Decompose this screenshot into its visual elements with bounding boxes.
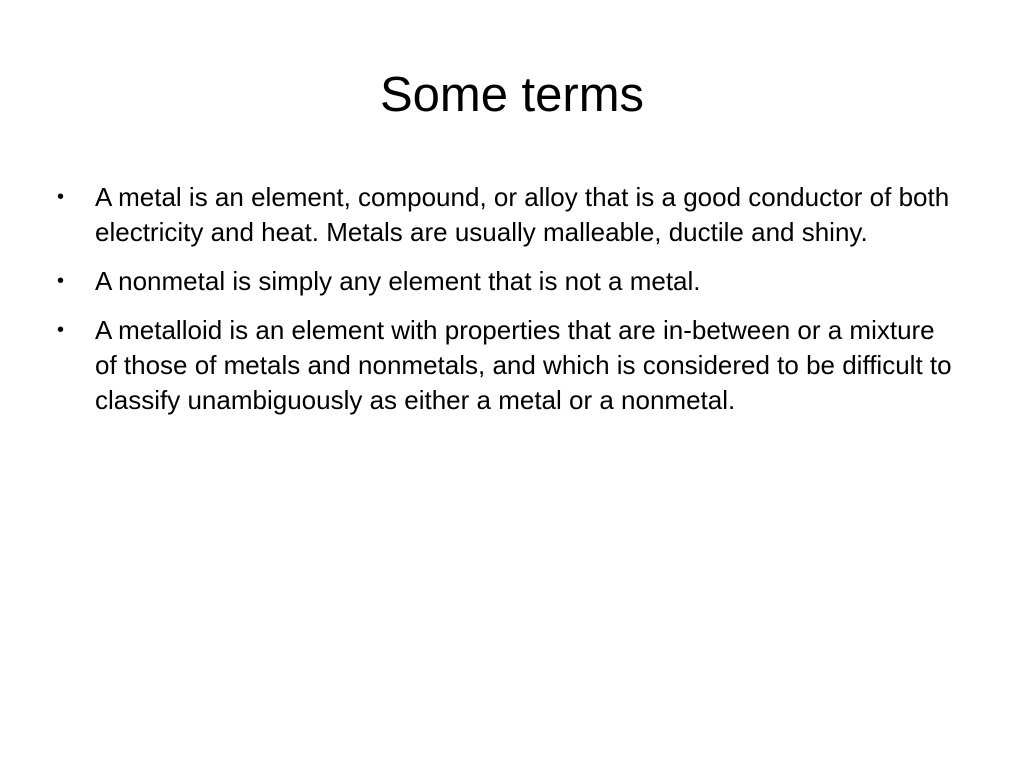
slide-title: Some terms — [379, 68, 645, 122]
bullet-text: A metalloid is an element with properties that are in-between or a mixture of those of metals and nonmetals, and which is considered to be difficult to classify unambiguously as either a metal or a nonmetal. — [95, 315, 952, 415]
list-item — [57, 180, 957, 250]
bullet-text: A nonmetal is simply any element that is not a metal. — [95, 266, 701, 296]
bullet-list — [57, 180, 957, 432]
list-item — [57, 313, 957, 418]
list-item — [57, 264, 957, 299]
bullet-icon: • — [57, 270, 65, 292]
bullet-icon: • — [57, 186, 65, 208]
bullet-icon: • — [57, 319, 65, 341]
bullet-text: A metal is an element, compound, or alloy that is a good conductor of both electricity and heat. Metals are usually malleable, ductile and shiny. — [95, 182, 950, 247]
